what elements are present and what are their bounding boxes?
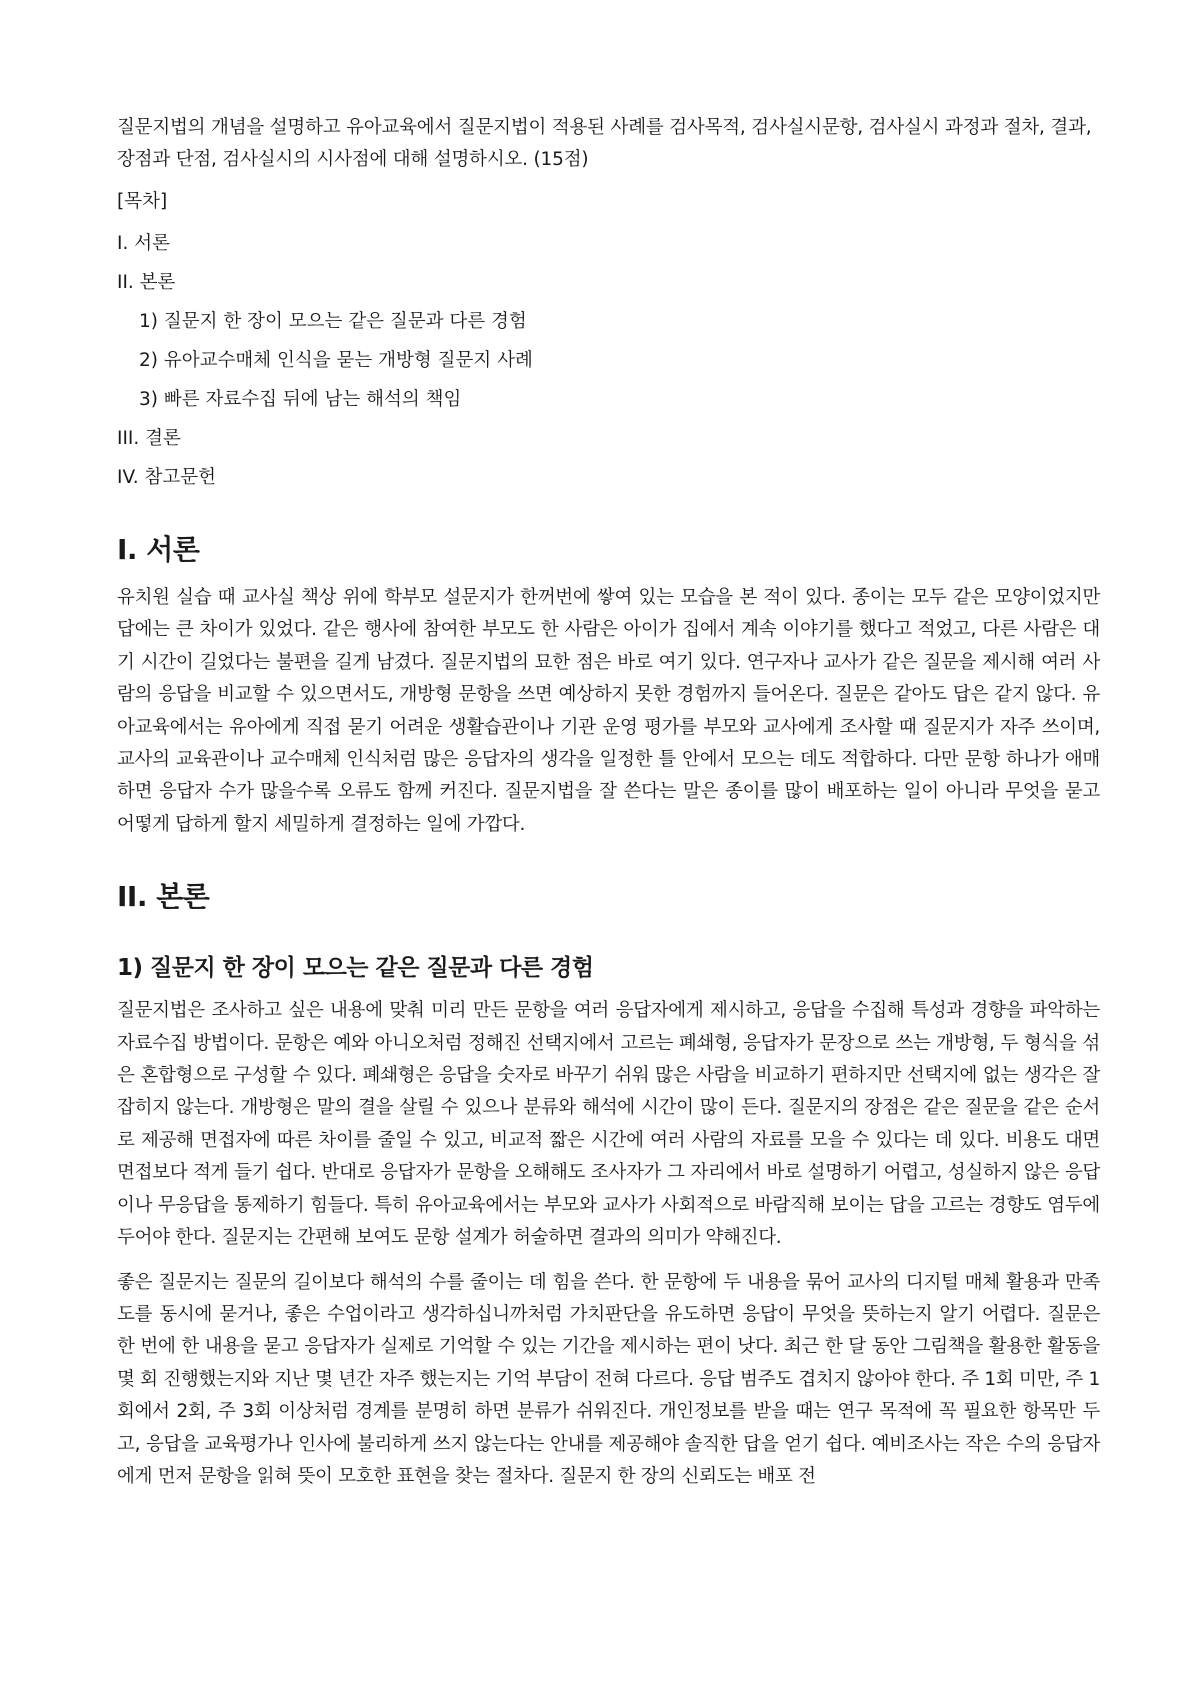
toc-item-intro: I. 서론 [117, 233, 170, 254]
section-title-body: II. 본론 [117, 880, 210, 914]
body-paragraph: 질문지법은 조사하고 싶은 내용에 맞춰 미리 만든 문항을 여러 응답자에게 제시하고, 응답을 수집해 특성과 경향을 파악하는 자료수집 방법이다. 문항은 예와 아니오처럼 정해진 선택지에서 고르는 폐쇄형, 응답자가 문장으로 쓰는 개방형, 두 형식을 섞은 혼합형으로 구성할 수 있다. 폐쇄형은 응답을 숫자로 바꾸기 쉬워 많은 사람을 비교하기 편하지만 선택지에 없는 생각은 잘 잡히지 않는다. 개방형은 말의 결을 살릴 수 있으나 분류와 해석에 시간이 많이 든다. 질문지의 장점은 같은 질문을 같은 순서로 제공해 면접자에 따른 차이를 줄일 수 있고, 비교적 짧은 시간에 여러 사람의 자료를 모을 수 있다는 데 있다. 비용도 대면면접보다 적게 들기 쉽다. 반대로 응답자가 문항을 오해해도 조사자가 그 자리에서 바로 설명하기 어렵고, 성실하지 않은 응답이나 무응답을 통제하기 힘들다. 특히 유아교육에서는 부모와 교사가 사회적으로 바람직해 보이는 답을 고르는 경향도 염두에 두어야 한다. 질문지는 간편해 보여도 문항 설계가 허술하면 결과의 의미가 약해진다. [117, 1000, 1100, 1249]
section-title-intro: I. 서론 [117, 533, 200, 566]
document-page [117, 112, 1100, 1505]
assignment-question: 질문지법의 개념을 설명하고 유아교육에서 질문지법이 적용된 사례를 검사목적, 검사실시문항, 검사실시 과정과 절차, 결과, 장점과 단점, 검사실시의 시사점에 대해 설명하시오. (15점) [117, 117, 1092, 170]
subsection-title-1: 1) 질문지 한 장이 모으는 같은 질문과 다른 경험 [117, 955, 594, 982]
toc-heading: [목차] [117, 191, 168, 212]
intro-paragraph: 유치원 실습 때 교사실 책상 위에 학부모 설문지가 한꺼번에 쌓여 있는 모습을 본 적이 있다. 종이는 모두 같은 모양이었지만 답에는 큰 차이가 있었다. 같은 행사에 참여한 부모도 한 사람은 아이가 집에서 계속 이야기를 했다고 적었고, 다른 사람은 대기 시간이 길었다는 불편을 길게 남겼다. 질문지법의 묘한 점은 바로 여기 있다. 연구자나 교사가 같은 질문을 제시해 여러 사람의 응답을 비교할 수 있으면서도, 개방형 문항을 쓰면 예상하지 못한 경험까지 들어온다. 질문은 같아도 답은 같지 않다. 유아교육에서는 유아에게 직접 묻기 어려운 생활습관이나 기관 운영 평가를 부모와 교사에게 조사할 때 질문지가 자주 쓰이며, 교사의 교육관이나 교수매체 인식처럼 많은 응답자의 생각을 일정한 틀 안에서 모으는 데도 적합하다. 다만 문항 하나가 애매하면 응답자 수가 많을수록 오류도 함께 커진다. 질문지법을 잘 쓴다는 말은 종이를 많이 배포하는 일이 아니라 무엇을 묻고 어떻게 답하게 할지 세밀하게 결정하는 일에 가깝다. [117, 587, 1100, 835]
toc-item-references: IV. 참고문헌 [117, 467, 216, 488]
toc-item-conclusion: III. 결론 [117, 428, 181, 449]
table-of-contents [117, 186, 1100, 494]
body-paragraph: 좋은 질문지는 질문의 길이보다 해석의 수를 줄이는 데 힘을 쓴다. 한 문항에 두 내용을 묶어 교사의 디지털 매체 활용과 만족도를 동시에 묻거나, 좋은 수업이라고 생각하십니까처럼 가치판단을 유도하면 응답이 무엇을 뜻하는지 알기 어렵다. 질문은 한 번에 한 내용을 묻고 응답자가 실제로 기억할 수 있는 기간을 제시하는 편이 낫다. 최근 한 달 동안 그림책을 활용한 활동을 몇 회 진행했는지와 지난 몇 년간 자주 했는지는 기억 부담이 전혀 다르다. 응답 범주도 겹치지 않아야 한다. 주 1회 미만, 주 1회에서 2회, 주 3회 이상처럼 경계를 분명히 하면 분류가 쉬워진다. 개인정보를 받을 때는 연구 목적에 꼭 필요한 항목만 두고, 응답을 교육평가나 인사에 불리하게 쓰지 않는다는 안내를 제공해야 솔직한 답을 얻기 쉽다. 예비조사는 작은 수의 응답자에게 먼저 문항을 읽혀 뜻이 모호한 표현을 찾는 절차다. 질문지 한 장의 신뢰도는 배포 전 [117, 1271, 1100, 1487]
toc-item-body-1: 1) 질문지 한 장이 모으는 같은 질문과 다른 경험 [139, 311, 527, 332]
toc-item-body-2: 2) 유아교수매체 인식을 묻는 개방형 질문지 사례 [139, 350, 533, 371]
toc-item-body: II. 본론 [117, 272, 176, 293]
toc-item-body-3: 3) 빠른 자료수집 뒤에 남는 해석의 책임 [139, 389, 462, 410]
